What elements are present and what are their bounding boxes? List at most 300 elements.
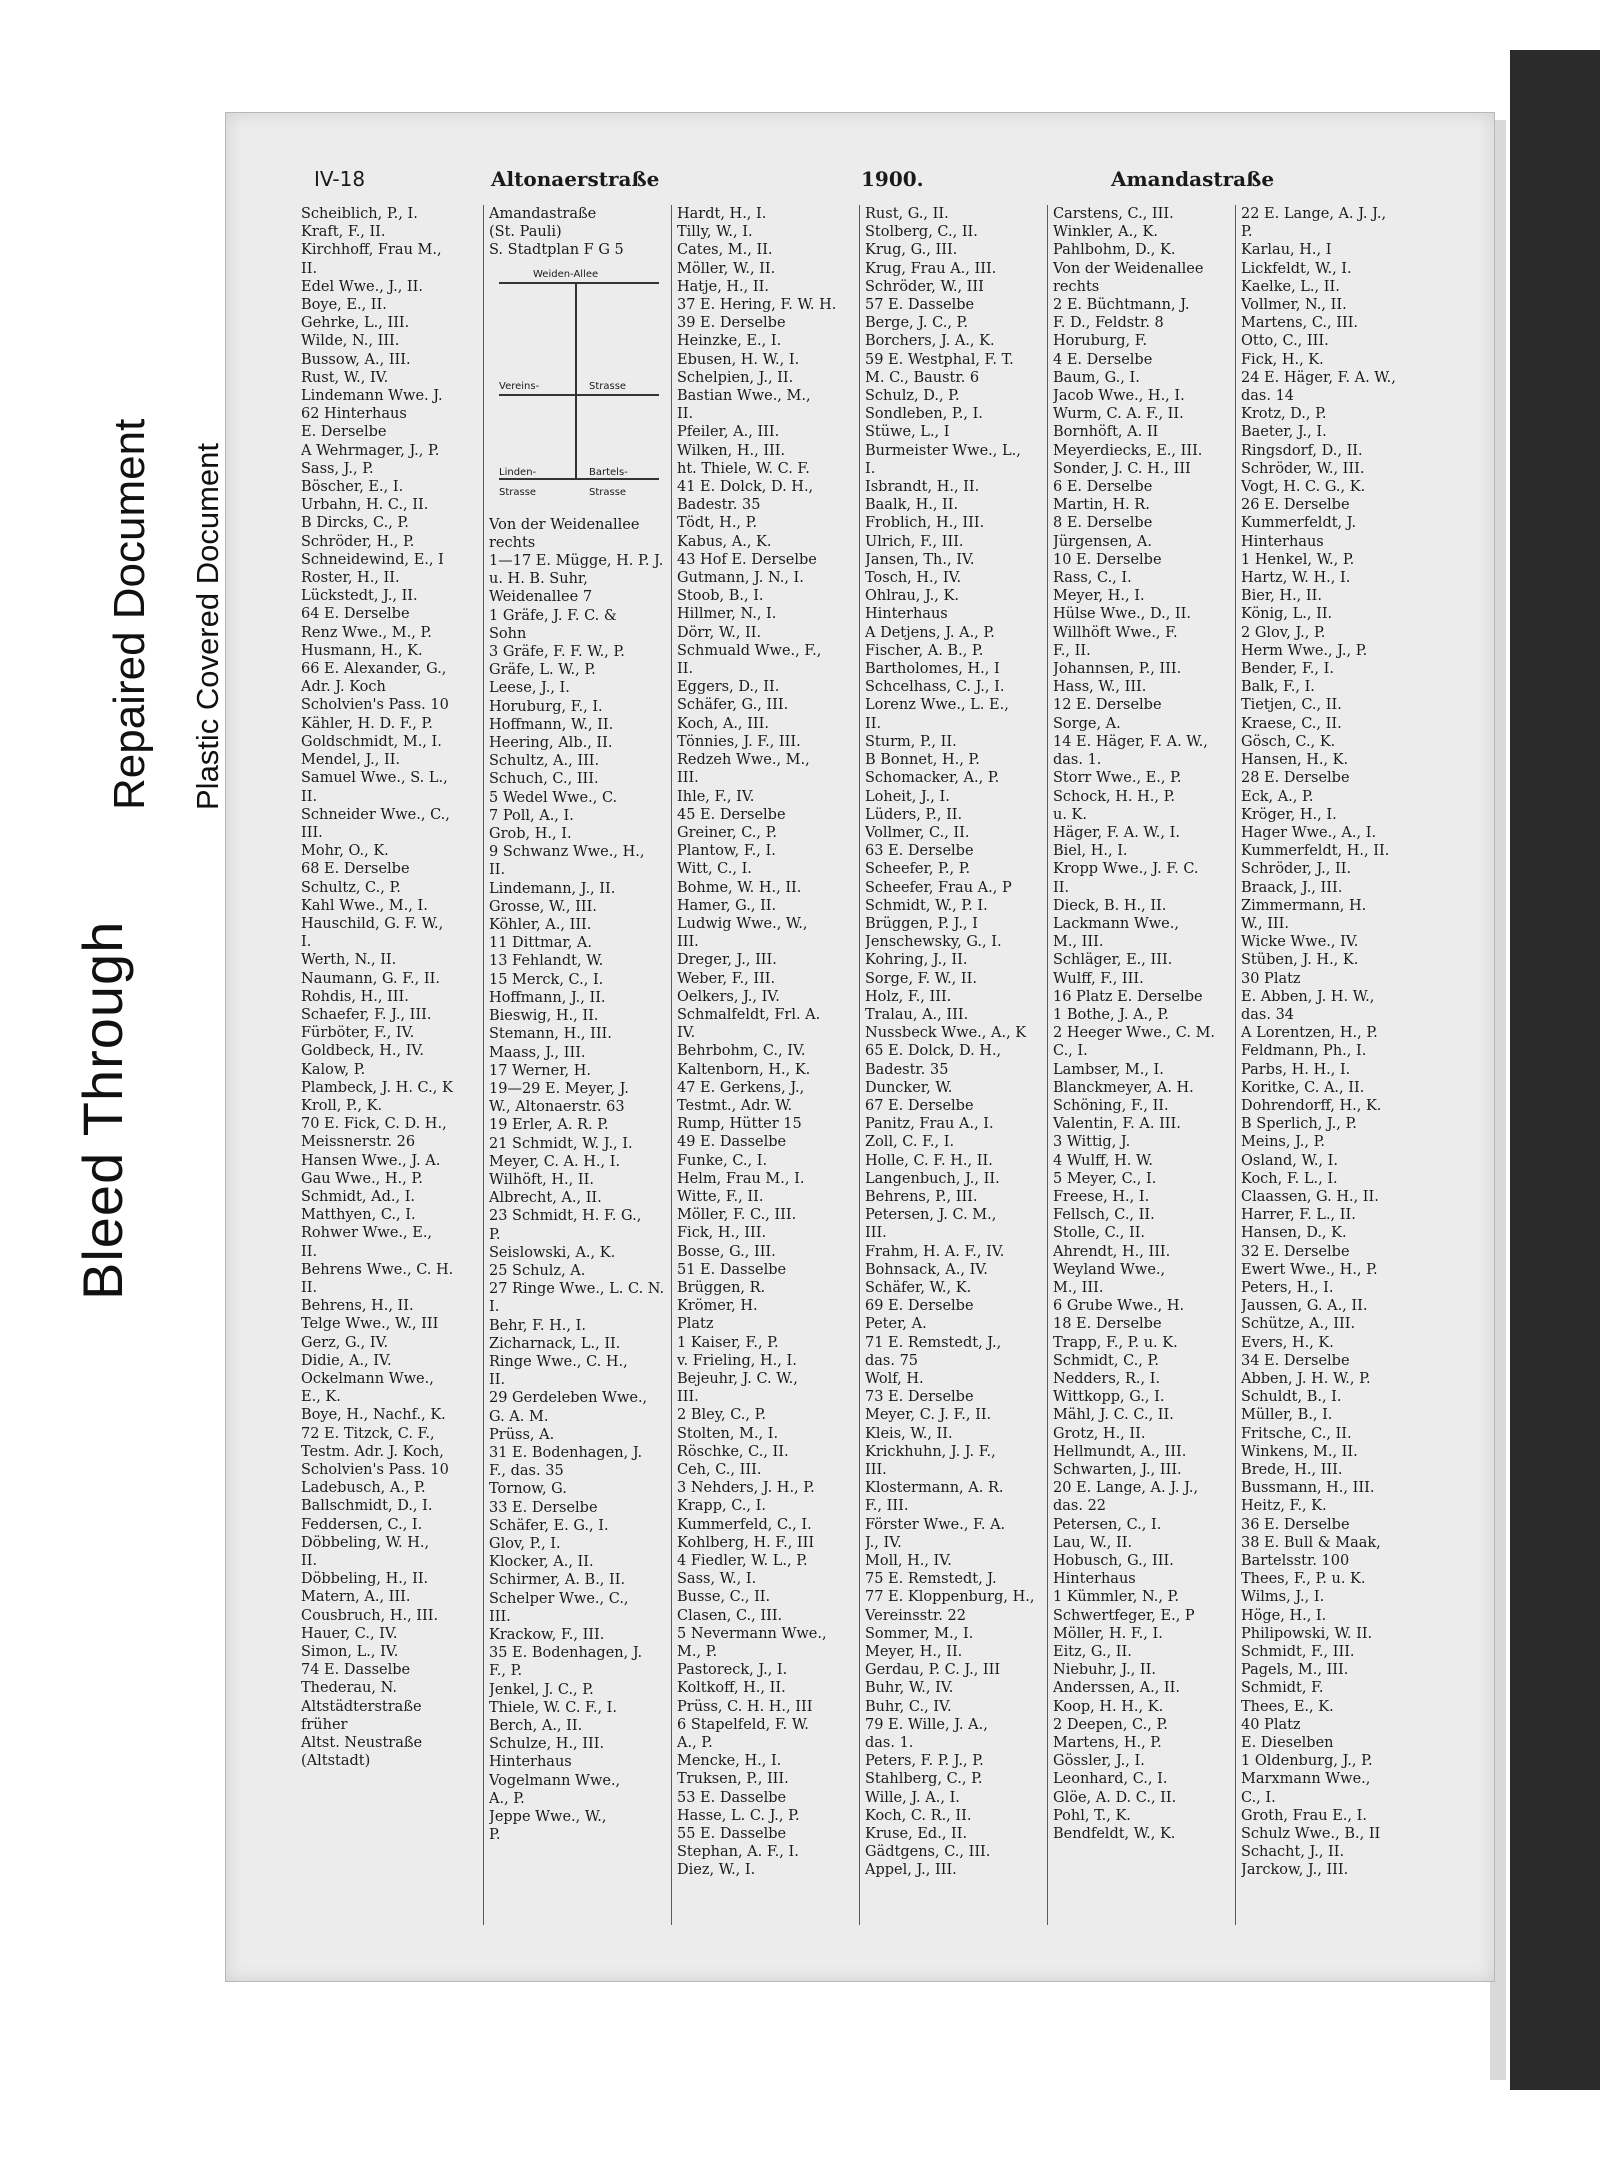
directory-entry: Willhöft Wwe., F. <box>1053 624 1178 641</box>
directory-entry: Lambser, M., I. <box>1053 1061 1164 1078</box>
directory-entry: Tödt, H., P. <box>677 515 758 532</box>
directory-entry: Sommer, M., I. <box>865 1625 974 1642</box>
directory-entry: Matthyen, C., I. <box>301 1207 416 1224</box>
directory-entry: Meyer, H., II. <box>865 1644 963 1661</box>
directory-entry: Brüggen, R. <box>677 1279 766 1296</box>
directory-entry: Buhr, C., IV. <box>865 1698 952 1715</box>
directory-entry: Leonhard, C., I. <box>1053 1771 1168 1788</box>
directory-entry: Feddersen, C., I. <box>301 1516 423 1533</box>
directory-entry: 2 Heeger Wwe., C. M. <box>1053 1025 1216 1042</box>
directory-entry: Kaelke, L., II. <box>1241 278 1340 295</box>
scanner-edge-bar <box>1510 50 1600 2090</box>
directory-entry: Sturm, P., II. <box>865 733 957 750</box>
directory-entry: v. Frieling, H., I. <box>677 1352 797 1369</box>
directory-entry: Schwarten, J., III. <box>1053 1462 1182 1479</box>
directory-entry: Storr Wwe., E., P. <box>1053 770 1182 787</box>
directory-entry: Meyer, C. J. F., II. <box>865 1407 992 1424</box>
directory-entry: Telge Wwe., W., III <box>301 1316 439 1333</box>
directory-entry: Hobusch, G., III. <box>1053 1553 1174 1570</box>
directory-entry: Scheefer, Frau A., P <box>865 879 1012 896</box>
directory-entry: das. 1. <box>865 1735 914 1752</box>
directory-entry: Froblich, H., III. <box>865 515 985 532</box>
directory-entry: Philipowski, W. II. <box>1241 1625 1373 1642</box>
directory-entry: Duncker, W. <box>865 1079 953 1096</box>
directory-entry: Harrer, F. L., II. <box>1241 1207 1356 1224</box>
directory-entry: F., II. <box>1053 642 1091 659</box>
directory-entry: Von der Weidenallee <box>1053 260 1204 277</box>
directory-entry: Schock, H. H., P. <box>1053 788 1176 805</box>
directory-entry: Schmidt, F. <box>1241 1680 1324 1697</box>
directory-entry: 16 Platz E. Derselbe <box>1053 988 1203 1005</box>
directory-entry: 69 E. Derselbe <box>865 1298 974 1315</box>
directory-entry: Wulff, F., III. <box>1053 970 1144 987</box>
directory-entry: Möller, F. C., III. <box>677 1207 797 1224</box>
directory-entry: Schuch, C., III. <box>489 771 599 788</box>
directory-entry: Husmann, H., K. <box>301 642 423 659</box>
directory-entry: Blanckmeyer, A. H. <box>1053 1079 1194 1096</box>
directory-entry: Amandastraße <box>489 206 597 222</box>
directory-entry: Hatje, H., II. <box>677 278 769 295</box>
directory-entry: Baeter, J., I. <box>1241 424 1327 441</box>
directory-entry: Zimmermann, H. <box>1241 897 1367 914</box>
directory-entry: Rohwer Wwe., E., <box>301 1225 433 1242</box>
directory-entry: Bussmann, H., III. <box>1241 1480 1375 1497</box>
directory-entry: Brede, H., III. <box>1241 1462 1343 1479</box>
directory-entry: Schacht, J., II. <box>1241 1844 1345 1861</box>
directory-entry: Kraese, C., II. <box>1241 715 1342 732</box>
directory-entry: Schäfer, G., III. <box>677 697 789 714</box>
directory-entry: Jansen, Th., IV. <box>865 551 975 568</box>
directory-entry: 1 Gräfe, J. F. C. & <box>489 607 617 624</box>
directory-entry: Berge, J. C., P. <box>865 315 968 332</box>
directory-entry: Funke, C., I. <box>677 1152 768 1169</box>
directory-entry: 67 E. Derselbe <box>865 1097 974 1114</box>
directory-entry: Jacob Wwe., H., I. <box>1053 388 1185 405</box>
directory-entry: 4 Wulff, H. W. <box>1053 1152 1153 1169</box>
directory-entry: III. <box>865 1462 887 1479</box>
directory-entry: Samuel Wwe., S. L., <box>301 770 448 787</box>
directory-entry: Heering, Alb., II. <box>489 735 613 752</box>
directory-entry: 3 Gräfe, F. F. W., P. <box>489 644 625 661</box>
directory-entry: 5 Nevermann Wwe., <box>677 1625 827 1642</box>
directory-entry: Dörr, W., II. <box>677 624 762 641</box>
directory-entry: 34 E. Derselbe <box>1241 1352 1350 1369</box>
map-road <box>575 282 577 480</box>
directory-entry: 33 E. Derselbe <box>489 1499 598 1516</box>
directory-entry: Thiele, W. C. F., I. <box>489 1699 618 1716</box>
directory-entry: Sondleben, P., I. <box>865 406 983 423</box>
directory-entry: Heitz, F., K. <box>1241 1498 1327 1515</box>
directory-entry: Fischer, A. B., P. <box>865 642 984 659</box>
directory-entry: 2 Deepen, C., P. <box>1053 1716 1168 1733</box>
directory-entry: Schelper Wwe., C., <box>489 1590 629 1607</box>
directory-entry: Wurm, C. A. F., II. <box>1053 406 1184 423</box>
directory-entry: 1 Kümmler, N., P. <box>1053 1589 1179 1606</box>
directory-entry: Valentin, F. A. III. <box>1053 1116 1181 1133</box>
directory-entry: Hansen, H., K. <box>1241 752 1349 769</box>
directory-entry: Herm Wwe., J., P. <box>1241 642 1368 659</box>
column-5 <box>1048 205 1236 1925</box>
directory-entry: Ballschmidt, D., I. <box>301 1498 433 1515</box>
directory-entry: Fick, H., III. <box>677 1225 767 1242</box>
directory-entry: Horuburg, F. <box>1053 333 1148 350</box>
directory-entry: Behr, F. H., I. <box>489 1317 586 1334</box>
directory-entry: Mähl, J. C. C., II. <box>1053 1407 1174 1424</box>
directory-entry: Jürgensen, A. <box>1053 533 1152 550</box>
directory-entry: Koch, C. R., II. <box>865 1807 972 1824</box>
directory-entry: Ockelmann Wwe., <box>301 1371 434 1387</box>
directory-entry: Schaefer, F. J., III. <box>301 1006 432 1023</box>
directory-entry: Wittkopp, G., I. <box>1053 1389 1165 1406</box>
directory-entry: Bohme, W. H., II. <box>677 879 802 896</box>
directory-entry: Eitz, G., II. <box>1053 1644 1132 1661</box>
directory-entry: Wille, J. A., I. <box>865 1789 960 1806</box>
directory-entry: Prüss, A. <box>489 1426 555 1443</box>
directory-entry: das. 14 <box>1241 388 1295 405</box>
directory-entry: Hinterhaus <box>865 606 948 623</box>
directory-entry: 2 E. Büchtmann, J. <box>1053 297 1190 314</box>
directory-entry: (Altstadt) <box>301 1753 371 1770</box>
directory-entry: Thees, E., K. <box>1241 1698 1334 1715</box>
directory-entry: III. <box>677 1389 699 1406</box>
directory-entry: Mencke, H., I. <box>677 1753 782 1770</box>
map-label: Vereins- <box>499 380 540 392</box>
directory-entry: 1—17 E. Mügge, H. P. J. <box>489 553 664 570</box>
directory-entry: Vollmer, C., II. <box>865 824 970 841</box>
directory-entry: Schelpien, J., II. <box>677 369 794 386</box>
directory-entry: Otto, C., III. <box>1241 333 1329 350</box>
directory-entry: Simon, L., IV. <box>301 1644 399 1661</box>
directory-entry: Hellmundt, A., III. <box>1053 1443 1187 1460</box>
directory-entry: 37 E. Hering, F. W. H. <box>677 297 837 314</box>
directory-entry: Kropp Wwe., J. F. C. <box>1053 861 1199 878</box>
directory-entry: Peters, F. P. J., P. <box>865 1753 984 1770</box>
directory-entry: 13 Fehlandt, W. <box>489 953 604 970</box>
directory-entry: 1 Kaiser, F., P. <box>677 1334 779 1351</box>
directory-entry: Karlau, H., I <box>1241 242 1332 259</box>
directory-entry: M., III. <box>1053 934 1104 951</box>
directory-entry: 64 E. Derselbe <box>301 606 410 623</box>
directory-entry: 24 E. Häger, F. A. W., <box>1241 369 1396 386</box>
directory-entry: Borchers, J. A., K. <box>865 333 995 350</box>
directory-entry: Ebusen, H. W., I. <box>677 351 800 368</box>
directory-entry: Sass, J., P. <box>301 460 374 477</box>
directory-entry: Schmidt, C., P. <box>1053 1352 1159 1369</box>
directory-entry: Evers, H., K. <box>1241 1334 1334 1351</box>
directory-entry: Dieck, B. H., II. <box>1053 897 1167 914</box>
directory-entry: 53 E. Dasselbe <box>677 1789 787 1806</box>
directory-entry: 47 E. Gerkens, J., <box>677 1079 805 1096</box>
page-number: IV-18 <box>314 167 366 191</box>
directory-entry: Platz <box>677 1316 714 1333</box>
directory-entry: Möller, W., II. <box>677 260 776 277</box>
directory-entry: Koch, F. L., I. <box>1241 1170 1338 1187</box>
directory-entry: 73 E. Derselbe <box>865 1389 974 1406</box>
directory-entry: Petersen, J. C. M., <box>865 1207 997 1224</box>
directory-entry: 19—29 E. Meyer, J. <box>489 1080 629 1097</box>
directory-entry: Berch, A., II. <box>489 1718 583 1735</box>
directory-entry: Hardt, H., I. <box>677 206 767 222</box>
directory-entry: Baum, G., I. <box>1053 369 1140 386</box>
directory-entry: Lau, W., II. <box>1053 1534 1133 1551</box>
directory-entry: II. <box>865 715 882 732</box>
directory-entry: Plantow, F., I. <box>677 843 776 860</box>
directory-entry: A., P. <box>677 1735 713 1752</box>
directory-entry: 75 E. Remstedt, J. <box>865 1571 997 1588</box>
directory-entry: Stemann, H., III. <box>489 1026 612 1043</box>
side-labels <box>40 310 225 1310</box>
directory-entry: 74 E. Dasselbe <box>301 1662 411 1679</box>
directory-entry: Adr. J. Koch <box>301 679 386 696</box>
directory-entry: Rust, G., II. <box>865 206 949 222</box>
directory-entry: 43 Hof E. Derselbe <box>677 551 817 568</box>
directory-entry: A Detjens, J. A., P. <box>865 624 995 641</box>
directory-entry: 40 Platz <box>1241 1716 1301 1733</box>
directory-entry: Förster Wwe., F. A. <box>865 1516 1006 1533</box>
directory-entry: Krug, Frau A., III. <box>865 260 997 277</box>
directory-entry: Wicke Wwe., IV. <box>1241 934 1359 951</box>
directory-entry: Schulze, H., III. <box>489 1736 605 1753</box>
directory-entry: Glöe, A. D. C., II. <box>1053 1789 1177 1806</box>
column-4 <box>860 205 1048 1925</box>
directory-entry: Grob, H., I. <box>489 826 572 843</box>
directory-entry: 45 E. Derselbe <box>677 806 786 823</box>
directory-entry: Lindemann Wwe. J. <box>301 388 443 405</box>
directory-entry: 51 E. Dasselbe <box>677 1261 787 1278</box>
directory-entry: B Bonnet, H., P. <box>865 752 980 769</box>
directory-entry: Nedders, R., I. <box>1053 1371 1161 1387</box>
directory-entry: Klostermann, A. R. <box>865 1480 1004 1497</box>
directory-entry: Bender, F., I. <box>1241 661 1334 678</box>
directory-entry: Jaussen, G. A., II. <box>1241 1298 1368 1315</box>
directory-entry: B Sperlich, J., P. <box>1241 1116 1357 1133</box>
directory-entry: 70 E. Fick, C. D. H., <box>301 1116 447 1133</box>
map-label: Strasse <box>589 486 627 498</box>
directory-entry: Werth, N., II. <box>301 952 397 969</box>
directory-entry: 18 E. Derselbe <box>1053 1316 1162 1333</box>
directory-entry: Testmt., Adr. W. <box>677 1097 793 1114</box>
directory-entry: 17 Werner, H. <box>489 1062 592 1079</box>
directory-entry: Weidenallee 7 <box>489 589 593 606</box>
directory-entry: M. C., Baustr. 6 <box>865 369 980 386</box>
directory-entry: Kähler, H. D. F., P. <box>301 715 433 732</box>
directory-entry: Pastoreck, J., I. <box>677 1662 788 1679</box>
directory-entry: 39 E. Derselbe <box>677 315 786 332</box>
directory-entry: Altstädterstraße <box>301 1698 422 1715</box>
directory-entry: 71 E. Remstedt, J., <box>865 1334 1002 1351</box>
directory-entry: Stüwe, L., I <box>865 424 950 441</box>
directory-entry: Weyland Wwe., <box>1053 1261 1166 1278</box>
directory-entry: 1 Oldenburg, J., P. <box>1241 1753 1373 1770</box>
directory-entry: 14 E. Häger, F. A. W., <box>1053 733 1208 750</box>
directory-entry: Boye, E., II. <box>301 297 387 314</box>
directory-entry: Parbs, H. H., I. <box>1241 1061 1351 1078</box>
directory-entry: Martens, C., III. <box>1241 315 1359 332</box>
directory-entry: Matern, A., III. <box>301 1589 411 1606</box>
directory-entry: Wilhöft, H., II. <box>489 1171 594 1188</box>
directory-entry: Krapp, C., I. <box>677 1498 766 1515</box>
directory-entry: Schomacker, A., P. <box>865 770 1000 787</box>
directory-entry: Thederau, N. <box>301 1680 397 1697</box>
directory-entry: A Wehrmager, J., P. <box>301 442 440 459</box>
directory-entry: Schläger, E., III. <box>1053 952 1173 969</box>
directory-entry: Lückstedt, J., II. <box>301 588 418 605</box>
directory-entry: Kummerfeld, C., I. <box>677 1516 812 1533</box>
directory-entry: Kirchhoff, Frau M., <box>301 242 442 259</box>
directory-entry: Badestr. 35 <box>677 497 761 514</box>
label-repaired-document: Repaired Document <box>105 418 154 810</box>
directory-entry: Loheit, J., I. <box>865 788 950 805</box>
directory-entry: Stephan, A. F., I. <box>677 1844 799 1861</box>
directory-entry: 30 Platz <box>1241 970 1301 987</box>
header-street-right: Amandastraße <box>1111 167 1275 191</box>
directory-entry: Jeppe Wwe., W., <box>489 1809 607 1826</box>
directory-entry: Truksen, P., III. <box>677 1771 789 1788</box>
directory-entry: Müller, B., I. <box>1241 1407 1333 1424</box>
directory-entry: W., Altonaerstr. 63 <box>489 1099 625 1116</box>
directory-entry: Anderssen, A., II. <box>1053 1680 1180 1697</box>
directory-entry: Lüders, P., II. <box>865 806 963 823</box>
directory-entry: Testm. Adr. J. Koch, <box>301 1443 444 1460</box>
map-label: Weiden-Allee <box>533 268 599 280</box>
directory-entry: Scholvien's Pass. 10 <box>301 1462 449 1479</box>
directory-entry: Weber, F., III. <box>677 970 776 987</box>
directory-entry: Johannsen, P., III. <box>1053 661 1182 678</box>
directory-entry: Peters, H., I. <box>1241 1279 1334 1296</box>
directory-entry: Vogt, H. C. G., K. <box>1241 479 1366 496</box>
directory-entry: 38 E. Bull & Maak, <box>1241 1534 1381 1551</box>
directory-entry: Rust, W., IV. <box>301 369 389 386</box>
directory-entry: Baalk, H., II. <box>865 497 959 514</box>
directory-entry: E. Dieselben <box>1241 1735 1334 1752</box>
directory-entry: (St. Pauli) <box>489 224 562 241</box>
directory-entry: Hansen, D., K. <box>1241 1225 1347 1242</box>
map-label: Bartels- <box>589 466 628 478</box>
directory-entry: das. 22 <box>1053 1498 1107 1515</box>
directory-entry: Schröder, H., P. <box>301 533 415 550</box>
directory-entry: Röschke, C., II. <box>677 1443 789 1460</box>
directory-entry: Grotz, H., II. <box>1053 1425 1146 1442</box>
directory-entry: Koritke, C. A., II. <box>1241 1079 1365 1096</box>
directory-entry: Kummerfeldt, H., II. <box>1241 843 1390 860</box>
directory-entry: Eck, A., P. <box>1241 788 1314 805</box>
directory-entry: A., P. <box>489 1790 525 1807</box>
directory-entry: Rohdis, H., III. <box>301 988 409 1005</box>
directory-entry: Bejeuhr, J. C. W., <box>677 1371 798 1387</box>
directory-entry: 29 Gerdeleben Wwe., <box>489 1390 648 1407</box>
directory-entry: Hillmer, N., I. <box>677 606 777 623</box>
directory-entry: 6 Stapelfeld, F. W. <box>677 1716 809 1733</box>
directory-entry: F. D., Feldstr. 8 <box>1053 315 1164 332</box>
directory-entry: Schmuald Wwe., F., <box>677 642 822 659</box>
directory-entry: Ohlrau, J., K. <box>865 588 959 605</box>
directory-entry: E. Abben, J. H. W., <box>1241 988 1375 1005</box>
directory-entry: II. <box>1053 879 1070 896</box>
directory-entry: Meissnerstr. 26 <box>301 1134 416 1151</box>
directory-entry: Kohring, J., II. <box>865 952 968 969</box>
directory-entry: Kummerfeldt, J. <box>1241 515 1357 532</box>
directory-entry: Carstens, C., III. <box>1053 206 1174 222</box>
directory-entry: Petersen, C., I. <box>1053 1516 1162 1533</box>
directory-entry: Schäfer, W., K. <box>865 1279 972 1296</box>
directory-entry: das. 75 <box>865 1352 919 1369</box>
directory-entry: Hass, W., III. <box>1053 679 1147 696</box>
directory-entry: II. <box>301 260 318 277</box>
directory-entry: Pahlbohm, D., K. <box>1053 242 1176 259</box>
directory-entry: Biel, H., I. <box>1053 843 1128 860</box>
directory-entry: 25 Schulz, A. <box>489 1262 586 1279</box>
directory-entry: Urbahn, H. C., II. <box>301 497 429 514</box>
directory-entry: Abben, J. H. W., P. <box>1241 1371 1371 1387</box>
directory-entry: Sonder, J. C. H., III <box>1053 460 1191 477</box>
directory-entry: Bendfeldt, W., K. <box>1053 1826 1176 1843</box>
directory-entry: W., III. <box>1241 915 1289 932</box>
directory-entry: Kalow, P. <box>301 1061 366 1078</box>
directory-entry: Schulz, D., P. <box>865 388 960 405</box>
directory-entry: Pagels, M., III. <box>1241 1662 1349 1679</box>
directory-entry: Clasen, C., III. <box>677 1607 783 1624</box>
directory-columns <box>296 205 1424 1925</box>
directory-entry: Schirmer, A. B., II. <box>489 1572 626 1589</box>
directory-entry: Renz Wwe., M., P. <box>301 624 432 641</box>
directory-entry: Lorenz Wwe., L. E., <box>865 697 1009 714</box>
directory-entry: Rass, C., I. <box>1053 570 1132 587</box>
directory-entry: Vollmer, N., II. <box>1241 297 1347 314</box>
directory-entry: Ceh, C., III. <box>677 1462 762 1479</box>
directory-entry: u. K. <box>1053 806 1087 823</box>
directory-entry: Marxmann Wwe., <box>1241 1771 1371 1788</box>
directory-entry: 4 E. Derselbe <box>1053 351 1153 368</box>
page-header <box>226 167 1494 199</box>
directory-entry: u. H. B. Suhr, <box>489 571 588 588</box>
directory-entry: Lindemann, J., II. <box>489 880 616 897</box>
directory-entry: Thees, F., P. u. K. <box>1241 1571 1366 1588</box>
directory-entry: Mendel, J., II. <box>301 752 401 769</box>
directory-entry: Hansen Wwe., J. A. <box>301 1152 441 1169</box>
directory-entry: II. <box>301 788 318 805</box>
directory-entry: F., das. 35 <box>489 1463 564 1480</box>
directory-entry: Prüss, C. H. H., III <box>677 1698 813 1715</box>
directory-entry: 27 Ringe Wwe., L. C. N. <box>489 1281 665 1298</box>
directory-entry: 26 E. Derselbe <box>1241 497 1350 514</box>
directory-entry: Leese, J., I. <box>489 680 570 697</box>
directory-entry: Hinterhaus <box>1053 1571 1136 1588</box>
directory-entry: Krickhuhn, J. J. F., <box>865 1443 996 1460</box>
directory-entry: Behrens, P., III. <box>865 1188 978 1205</box>
directory-entry: Grosse, W., III. <box>489 898 597 915</box>
directory-entry: Braack, J., III. <box>1241 879 1343 896</box>
directory-entry: Schultz, A., III. <box>489 753 600 770</box>
directory-entry: Krotz, D., P. <box>1241 406 1327 423</box>
directory-entry: 15 Merck, C., I. <box>489 971 604 988</box>
directory-entry: Stoob, B., I. <box>677 588 764 605</box>
directory-entry: Krömer, H. <box>677 1298 758 1315</box>
directory-entry: Koch, A., III. <box>677 715 769 732</box>
directory-entry: Schmidt, F., III. <box>1241 1644 1355 1661</box>
directory-entry: A Lorentzen, H., P. <box>1241 1025 1378 1042</box>
directory-entry: Lackmann Wwe., <box>1053 915 1179 932</box>
directory-entry: Fritsche, C., II. <box>1241 1425 1352 1442</box>
directory-entry: Ewert Wwe., H., P. <box>1241 1261 1378 1278</box>
directory-entry: 5 Wedel Wwe., C. <box>489 789 618 806</box>
directory-entry: Langenbuch, J., II. <box>865 1170 1000 1187</box>
directory-entry: Döbbeling, W. H., <box>301 1534 430 1551</box>
directory-entry: 2 Glov, J., P. <box>1241 624 1326 641</box>
directory-entry: Helm, Frau M., I. <box>677 1170 805 1187</box>
directory-entry: Jenkel, J. C., P. <box>489 1681 594 1698</box>
directory-entry: Ladebusch, A., P. <box>301 1480 426 1497</box>
directory-entry: ht. Thiele, W. C. F. <box>677 460 810 477</box>
